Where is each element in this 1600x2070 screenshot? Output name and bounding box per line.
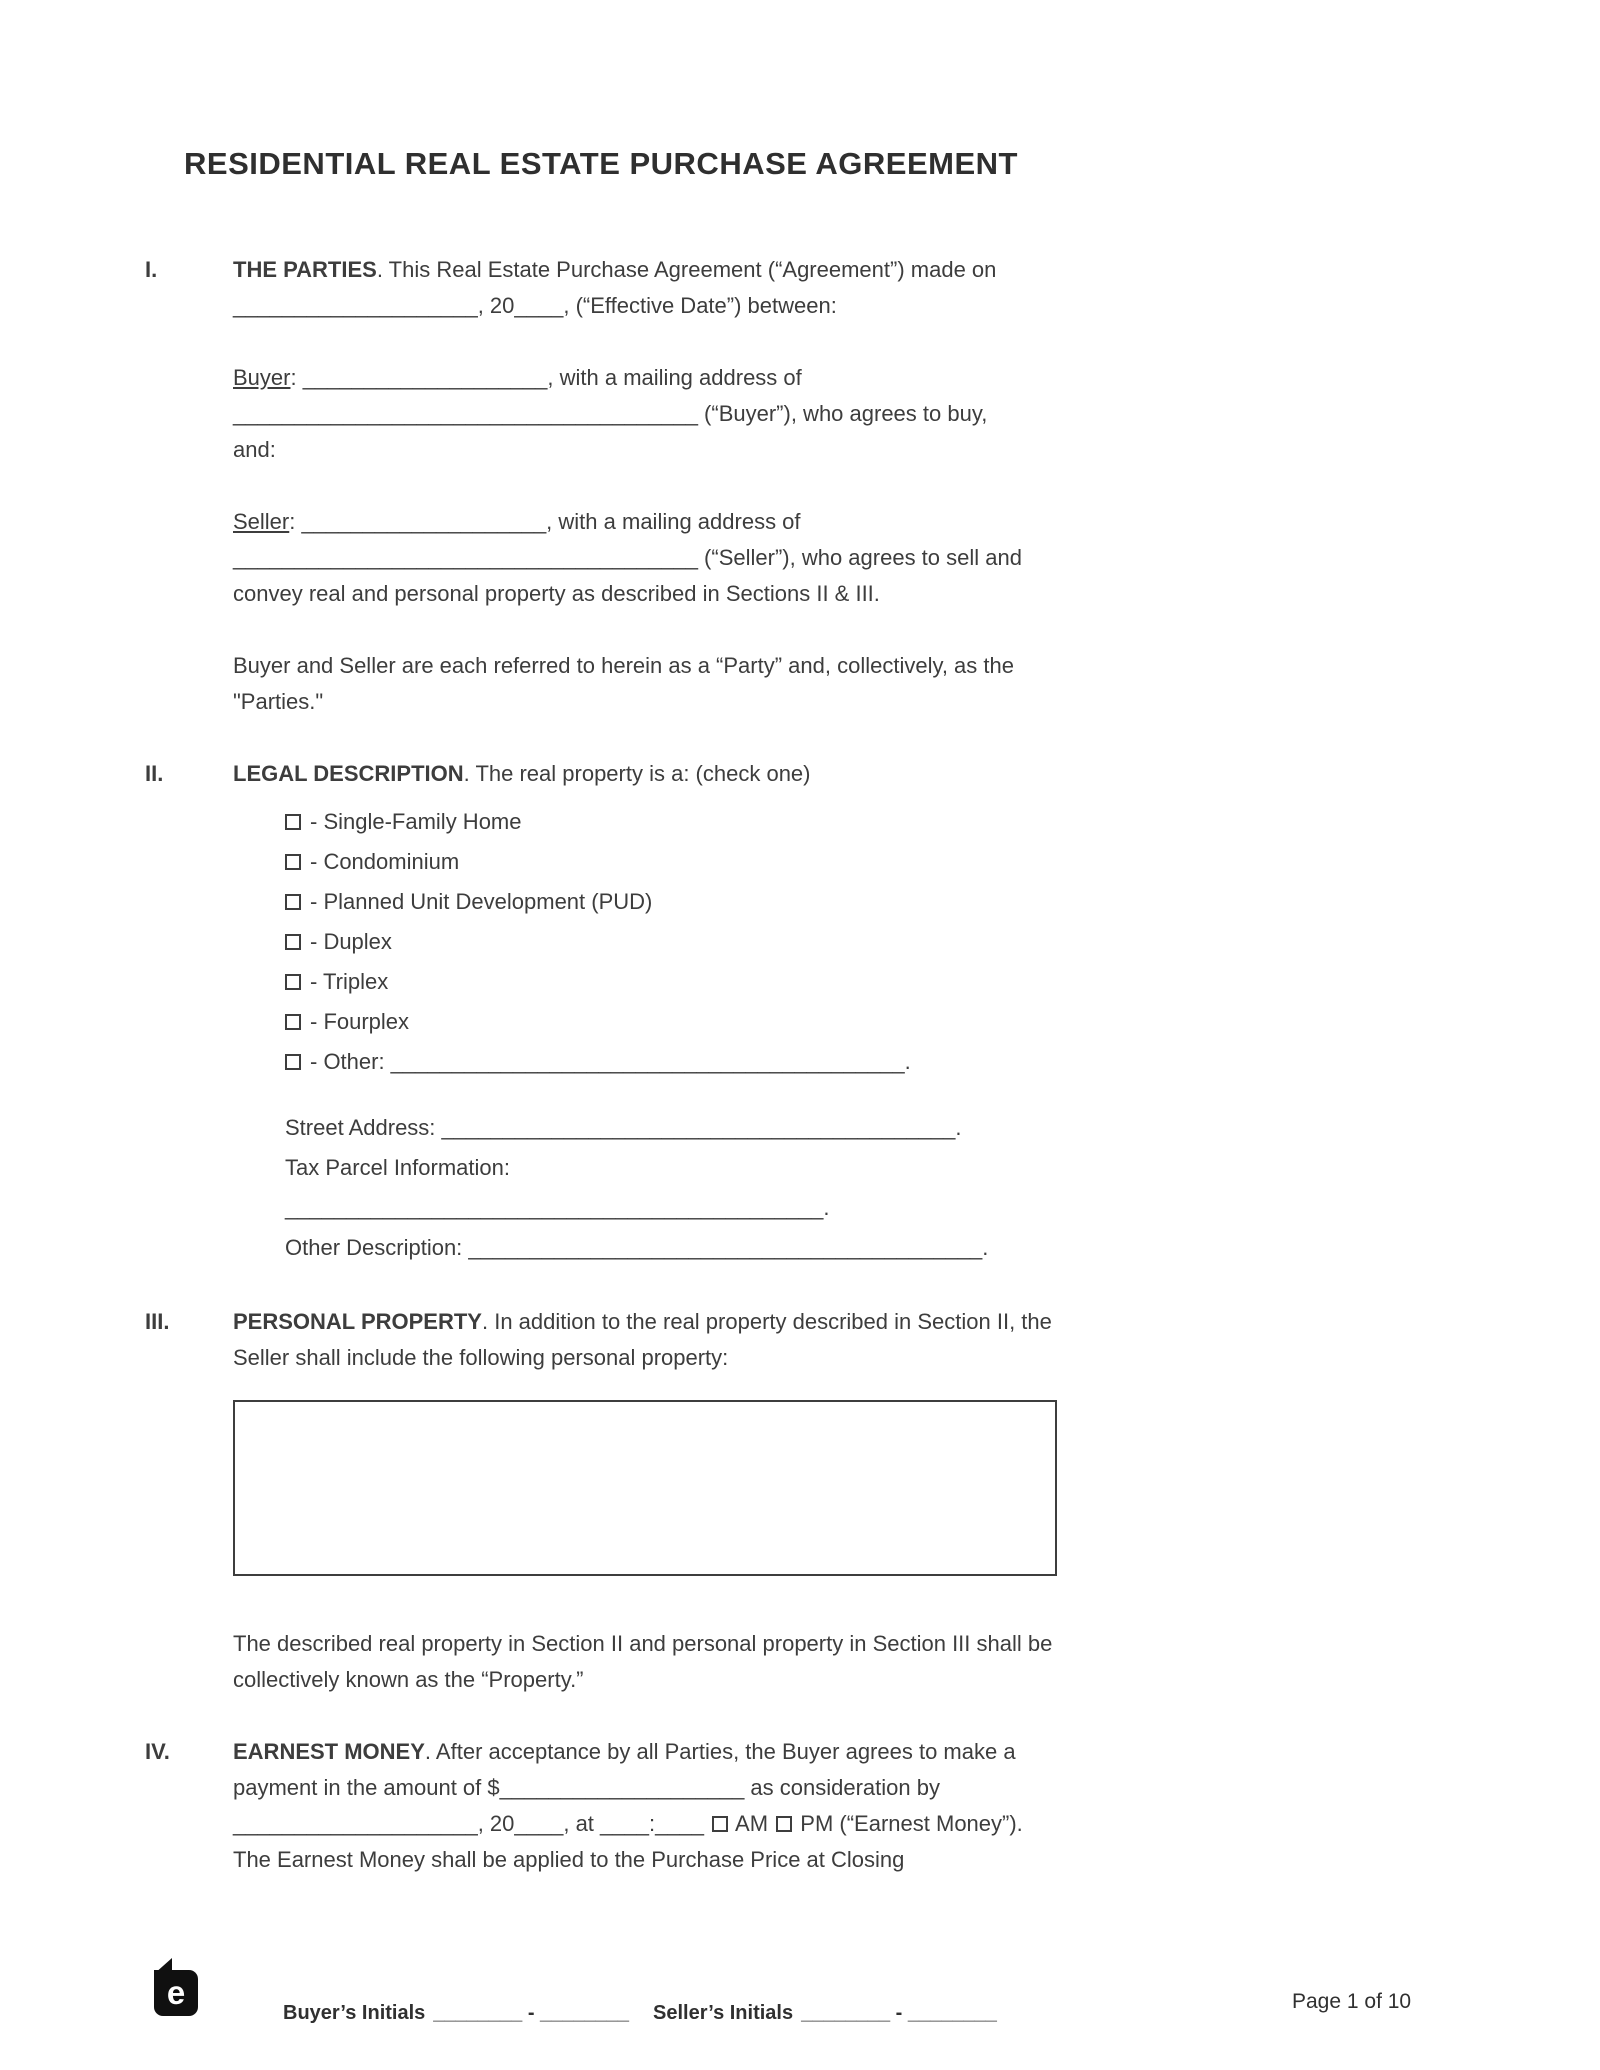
address-lines [233,1108,1057,1268]
option-condominium [285,842,1057,882]
earnest-money-paragraph [233,1734,1057,1878]
personal-property-input-box[interactable] [233,1400,1057,1576]
checkbox-icon[interactable] [285,894,301,910]
sellers-initials-label: Seller’s Initials [653,2002,794,2024]
legal-intro-paragraph [233,756,1057,792]
street-address-line: Street Address: __________________________________________. [285,1115,962,1140]
option-label: - Triplex [310,969,389,994]
document-title: RESIDENTIAL REAL ESTATE PURCHASE AGREEMENT [184,146,1018,181]
section-earnest-money [145,1734,1057,1914]
parties-intro-text: . This Real Estate Purchase Agreement (“Agreement”) made on ____________________, 20____, (“Effective Date”) between: [233,257,997,318]
document-page [145,146,1057,1914]
option-triplex [285,962,1057,1002]
option-label: - Single-Family Home [310,809,522,834]
pm-label: PM [800,1811,834,1836]
option-label: - Other: __________________________________________. [310,1049,911,1074]
property-type-options [233,802,1057,1082]
checkbox-icon[interactable] [285,1054,301,1070]
option-label: - Duplex [310,929,392,954]
seller-text: : ____________________, with a mailing address of ______________________________________ (“Seller”), who agrees to sell and convey real and personal property as described in Sections II & III. [233,509,1022,606]
option-label: - Planned Unit Development (PUD) [310,889,653,914]
pm-checkbox-icon[interactable] [776,1816,792,1832]
am-label: AM [735,1811,769,1836]
checkbox-icon[interactable] [285,854,301,870]
tax-parcel-line: Tax Parcel Information: ____________________________________________. [285,1155,830,1220]
option-fourplex [285,1002,1057,1042]
checkbox-icon[interactable] [285,814,301,830]
checkbox-icon[interactable] [285,1014,301,1030]
buyer-text: : ____________________, with a mailing address of ______________________________________ (“Buyer”), who agrees to buy, [233,365,988,426]
parties-collective-paragraph: Buyer and Seller are each referred to herein as a “Party” and, collectively, as the "Parties." [233,653,1014,714]
buyer-paragraph [233,360,1057,468]
initials-line [283,2002,1005,2025]
checkbox-icon[interactable] [285,974,301,990]
option-label: - Fourplex [310,1009,410,1034]
section-the-parties [145,252,1057,756]
earnest-money-text-1: . After acceptance by all Parties, the Buyer agrees to make a payment in the amount of $____________________ as consideration by ____________________, 20____, at ____:____ [233,1739,1016,1836]
parties-intro-paragraph [233,252,1057,324]
buyers-initials-blanks[interactable]: ________ - ________ [433,2002,630,2024]
personal-property-intro-paragraph [233,1304,1057,1376]
am-checkbox-icon[interactable] [712,1816,728,1832]
seller-label: Seller [233,509,290,534]
checkbox-icon[interactable] [285,934,301,950]
other-description-line: Other Description: __________________________________________. [285,1235,989,1260]
section-heading-personal-property: PERSONAL PROPERTY [233,1309,482,1334]
section-numeral-iii: III. [145,1309,170,1334]
option-duplex [285,922,1057,962]
section-legal-description [145,756,1057,1304]
section-numeral-i: I. [145,257,158,282]
section-personal-property [145,1304,1057,1734]
personal-property-intro-text: . In addition to the real property described in Section II, the Seller shall include the following personal property: [233,1309,1052,1370]
section-heading-earnest-money: EARNEST MONEY [233,1739,425,1764]
property-note-paragraph: The described real property in Section II and personal property in Section III shall be collectively known as the “Property.” [233,1631,1053,1692]
and-label: and: [233,437,276,462]
section-heading-legal: LEGAL DESCRIPTION [233,761,464,786]
earnest-money-text-2: (“Earnest Money”). The Earnest Money shall be applied to the Purchase Price at Closing [233,1811,1023,1872]
section-heading-parties: THE PARTIES [233,257,377,282]
page-number: Page 1 of 10 [1292,1990,1412,2013]
option-label: - Condominium [310,849,460,874]
section-numeral-ii: II. [145,761,164,786]
option-planned-unit-development [285,882,1057,922]
option-other [285,1042,1057,1082]
seller-paragraph [233,504,1057,612]
sellers-initials-blanks[interactable]: ________ - ________ [801,2002,997,2024]
buyer-label: Buyer [233,365,291,390]
section-numeral-iv: IV. [145,1739,170,1764]
legal-intro-text: . The real property is a: (check one) [463,761,811,786]
logo-e-icon: e [154,1970,198,2016]
buyers-initials-label: Buyer’s Initials [283,2002,426,2024]
eforms-logo [152,1958,202,2016]
option-single-family-home [285,802,1057,842]
